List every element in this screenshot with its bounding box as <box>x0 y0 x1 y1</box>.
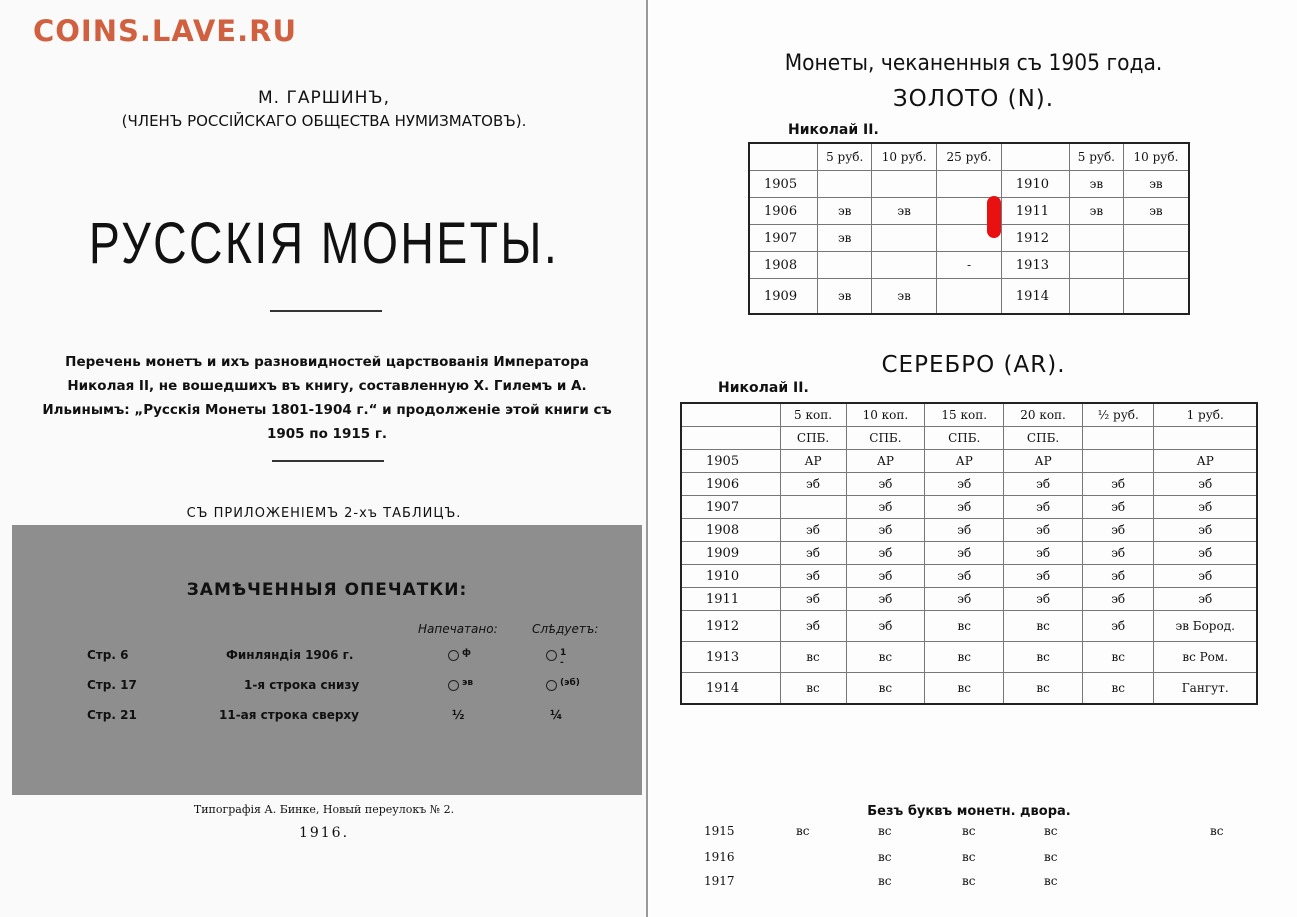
table-row <box>681 450 1257 473</box>
tail-value: вс <box>878 850 892 864</box>
silver-table <box>680 402 1258 705</box>
mint-cell: СПБ. <box>925 427 1004 450</box>
value-cell: эв <box>1069 171 1123 198</box>
value-cell: вс <box>846 673 925 705</box>
value-cell <box>937 171 1002 198</box>
value-cell: эб <box>780 542 846 565</box>
value-cell: вс <box>1004 642 1083 673</box>
value-cell: вс Ром. <box>1154 642 1257 673</box>
header-cell: 10 руб. <box>1123 143 1189 171</box>
membership: (ЧЛЕНЪ РОССIЙСКАГО ОБЩЕСТВА НУМИЗМАТОВЪ). <box>121 112 527 130</box>
value-cell: эв <box>872 198 937 225</box>
value-cell: вс <box>780 642 846 673</box>
header-cell: ½ руб. <box>1082 403 1153 427</box>
value-cell <box>872 171 937 198</box>
table-row <box>749 171 1189 198</box>
description: Перечень монетъ и ихъ разновидностей царствованiя Императора Николая II, не вошедшихъ въ книгу, составленную Х. Гилемъ и А. Ильинымъ: „Русскiя Монеты 1801-1904 г.“ и продолженiе этой книги съ 1905 по 1915 г. <box>42 354 612 442</box>
table-row <box>681 642 1257 673</box>
value-cell: эб <box>1154 496 1257 519</box>
value-cell: вс <box>1004 673 1083 705</box>
value-cell: эб <box>925 519 1004 542</box>
errata-printed: эв <box>462 678 474 688</box>
value-cell: эб <box>1004 473 1083 496</box>
errata-where: Финляндiя 1906 г. <box>226 648 354 662</box>
year-cell: 1905 <box>749 171 818 198</box>
watermark: COINS.LAVE.RU <box>33 14 298 48</box>
tail-value: вс <box>1044 874 1058 888</box>
errata-row <box>12 648 642 670</box>
year-cell: 1913 <box>681 642 780 673</box>
errata-box <box>12 525 642 795</box>
header-cell: 25 руб. <box>937 143 1002 171</box>
value-cell: эб <box>846 611 925 642</box>
gold-heading: ЗОЛОТО (N). <box>892 86 1055 112</box>
errata-page: Стр. 6 <box>87 648 129 662</box>
supplement-note: СЪ ПРИЛОЖЕНIЕМЪ 2-хъ ТАБЛИЦЪ. <box>186 506 462 521</box>
mint-cell: СПБ. <box>846 427 925 450</box>
value-cell: эб <box>846 496 925 519</box>
value-cell: эв <box>1123 171 1189 198</box>
right-page <box>650 0 1297 917</box>
errata-col-printed: Напечатано: <box>418 622 498 636</box>
table-row <box>681 565 1257 588</box>
value-cell: эб <box>925 588 1004 611</box>
tail-value: вс <box>1044 824 1058 838</box>
table-row <box>749 225 1189 252</box>
value-cell: вс <box>925 611 1004 642</box>
value-cell: эб <box>1082 542 1153 565</box>
value-cell: эв <box>1069 198 1123 225</box>
tail-value: вс <box>878 824 892 838</box>
value-cell: эб <box>846 473 925 496</box>
year-cell: 1912 <box>681 611 780 642</box>
errata-where: 11-ая строка сверху <box>219 708 359 722</box>
page-heading: Монеты, чеканенныя съ 1905 года. <box>784 51 1163 76</box>
errata-where: 1-я строка снизу <box>244 678 360 692</box>
left-page <box>0 0 648 917</box>
header-cell: 10 коп. <box>846 403 925 427</box>
table-row <box>681 473 1257 496</box>
value-cell: АР <box>780 450 846 473</box>
mint-cell: СПБ. <box>1004 427 1083 450</box>
errata-should: 1 - <box>560 648 567 668</box>
value-cell: эб <box>780 565 846 588</box>
silver-body <box>681 450 1257 705</box>
value-cell: эб <box>1082 565 1153 588</box>
value-cell <box>1123 225 1189 252</box>
value-cell: эб <box>925 473 1004 496</box>
value-cell: эб <box>846 519 925 542</box>
value-cell <box>818 252 872 279</box>
value-cell: эб <box>780 588 846 611</box>
tail-year: 1917 <box>704 874 735 888</box>
year-cell: 1910 <box>1001 171 1069 198</box>
header-cell: 15 коп. <box>925 403 1004 427</box>
value-cell: эв <box>818 225 872 252</box>
value-cell: эв Бород. <box>1154 611 1257 642</box>
tail-value: вс <box>962 824 976 838</box>
gold-ruler: Николай II. <box>788 122 879 138</box>
errata-should: (эб) <box>560 678 580 688</box>
value-cell: эб <box>846 588 925 611</box>
header-cell <box>681 403 780 427</box>
publication-year: 1916. <box>298 825 350 841</box>
value-cell: Гангут. <box>1154 673 1257 705</box>
value-cell: эб <box>1004 588 1083 611</box>
value-cell: вс <box>1082 642 1153 673</box>
author: М. ГАРШИНЪ, <box>258 88 390 108</box>
divider <box>270 310 382 312</box>
value-cell: эб <box>1154 519 1257 542</box>
table-row <box>749 143 1189 171</box>
header-cell: 5 руб. <box>1069 143 1123 171</box>
errata-printed: ½ <box>452 708 465 722</box>
year-cell: 1908 <box>681 519 780 542</box>
errata-title: ЗАМѢЧЕННЫЯ ОПЕЧАТКИ: <box>186 580 468 600</box>
year-cell: 1914 <box>681 673 780 705</box>
value-cell: эб <box>1154 542 1257 565</box>
errata-page: Стр. 21 <box>87 708 137 722</box>
value-cell: АР <box>1154 450 1257 473</box>
value-cell: АР <box>846 450 925 473</box>
value-cell: эб <box>925 542 1004 565</box>
value-cell: эв <box>818 198 872 225</box>
value-cell: эб <box>846 565 925 588</box>
value-cell: эб <box>1004 565 1083 588</box>
table-row <box>749 279 1189 315</box>
errata-printed: ф <box>462 648 471 658</box>
coin-icon <box>546 650 557 661</box>
tail-value: вс <box>962 850 976 864</box>
tail-year: 1916 <box>704 850 735 864</box>
tail-value: вс <box>878 874 892 888</box>
silver-ruler: Николай II. <box>718 380 809 396</box>
year-cell: 1913 <box>1001 252 1069 279</box>
tail-value: вс <box>1210 824 1224 838</box>
value-cell: вс <box>1082 673 1153 705</box>
value-cell <box>1123 252 1189 279</box>
value-cell: АР <box>925 450 1004 473</box>
header-cell: 5 руб. <box>818 143 872 171</box>
coin-icon <box>448 650 459 661</box>
value-cell: АР <box>1004 450 1083 473</box>
value-cell: эб <box>780 611 846 642</box>
year-cell: 1906 <box>681 473 780 496</box>
errata-should: ¼ <box>550 708 563 722</box>
year-cell: 1909 <box>681 542 780 565</box>
no-mint-mark-caption: Безъ буквъ монетн. двора. <box>867 804 1071 819</box>
value-cell: эб <box>1004 542 1083 565</box>
value-cell: эб <box>1154 588 1257 611</box>
year-cell: 1910 <box>681 565 780 588</box>
table-row <box>681 403 1257 427</box>
value-cell: эб <box>1154 473 1257 496</box>
tail-year: 1915 <box>704 824 735 838</box>
value-cell: эб <box>1082 473 1153 496</box>
value-cell: вс <box>780 673 846 705</box>
year-cell: 1908 <box>749 252 818 279</box>
value-cell: вс <box>925 642 1004 673</box>
mint-cell <box>1154 427 1257 450</box>
year-cell: 1907 <box>681 496 780 519</box>
value-cell: - <box>937 252 1002 279</box>
mint-cell <box>681 427 780 450</box>
value-cell: эб <box>1004 496 1083 519</box>
table-row <box>749 252 1189 279</box>
errata-page: Стр. 17 <box>87 678 137 692</box>
value-cell: эб <box>780 473 846 496</box>
header-cell <box>1001 143 1069 171</box>
value-cell: эб <box>1082 496 1153 519</box>
value-cell <box>818 171 872 198</box>
year-cell: 1907 <box>749 225 818 252</box>
value-cell <box>1069 279 1123 315</box>
table-row <box>681 427 1257 450</box>
gold-table <box>748 142 1190 315</box>
printer-line: Типографiя А. Бинке, Новый переулокъ № 2. <box>193 803 455 816</box>
value-cell <box>872 252 937 279</box>
errata-row <box>12 708 642 730</box>
mint-cell: СПБ. <box>780 427 846 450</box>
value-cell: вс <box>846 642 925 673</box>
table-row <box>681 588 1257 611</box>
value-cell: эв <box>1123 198 1189 225</box>
header-cell: 1 руб. <box>1154 403 1257 427</box>
table-row <box>681 542 1257 565</box>
tail-value: вс <box>962 874 976 888</box>
value-cell: эб <box>925 496 1004 519</box>
errata-row <box>12 678 642 700</box>
value-cell <box>937 279 1002 315</box>
table-row <box>749 198 1189 225</box>
year-cell: 1912 <box>1001 225 1069 252</box>
table-row <box>681 673 1257 705</box>
book-title: РУССКIЯ МОНЕТЫ. <box>88 211 560 276</box>
value-cell <box>1082 450 1153 473</box>
value-cell <box>1123 279 1189 315</box>
tail-value: вс <box>796 824 810 838</box>
year-cell: 1914 <box>1001 279 1069 315</box>
red-marker <box>987 196 1001 238</box>
table-row <box>681 519 1257 542</box>
mint-cell <box>1082 427 1153 450</box>
value-cell <box>1069 252 1123 279</box>
value-cell: эб <box>1082 611 1153 642</box>
value-cell: эб <box>1082 519 1153 542</box>
value-cell <box>780 496 846 519</box>
value-cell: эв <box>872 279 937 315</box>
table-row <box>681 496 1257 519</box>
value-cell: эб <box>846 542 925 565</box>
tail-value: вс <box>1044 850 1058 864</box>
header-cell: 5 коп. <box>780 403 846 427</box>
year-cell: 1911 <box>1001 198 1069 225</box>
value-cell: эб <box>780 519 846 542</box>
year-cell: 1906 <box>749 198 818 225</box>
value-cell: вс <box>925 673 1004 705</box>
coin-icon <box>546 680 557 691</box>
coin-icon <box>448 680 459 691</box>
value-cell: эб <box>1004 519 1083 542</box>
year-cell: 1911 <box>681 588 780 611</box>
header-cell <box>749 143 818 171</box>
value-cell <box>872 225 937 252</box>
year-cell: 1905 <box>681 450 780 473</box>
table-row <box>681 611 1257 642</box>
silver-heading: СЕРЕБРО (AR). <box>881 352 1066 378</box>
value-cell: эб <box>1082 588 1153 611</box>
value-cell <box>1069 225 1123 252</box>
value-cell: вс <box>1004 611 1083 642</box>
value-cell: эв <box>818 279 872 315</box>
header-cell: 20 коп. <box>1004 403 1083 427</box>
value-cell: эб <box>925 565 1004 588</box>
year-cell: 1909 <box>749 279 818 315</box>
divider <box>272 460 384 462</box>
value-cell: эб <box>1154 565 1257 588</box>
errata-col-should: Слѣдуетъ: <box>532 622 599 636</box>
header-cell: 10 руб. <box>872 143 937 171</box>
